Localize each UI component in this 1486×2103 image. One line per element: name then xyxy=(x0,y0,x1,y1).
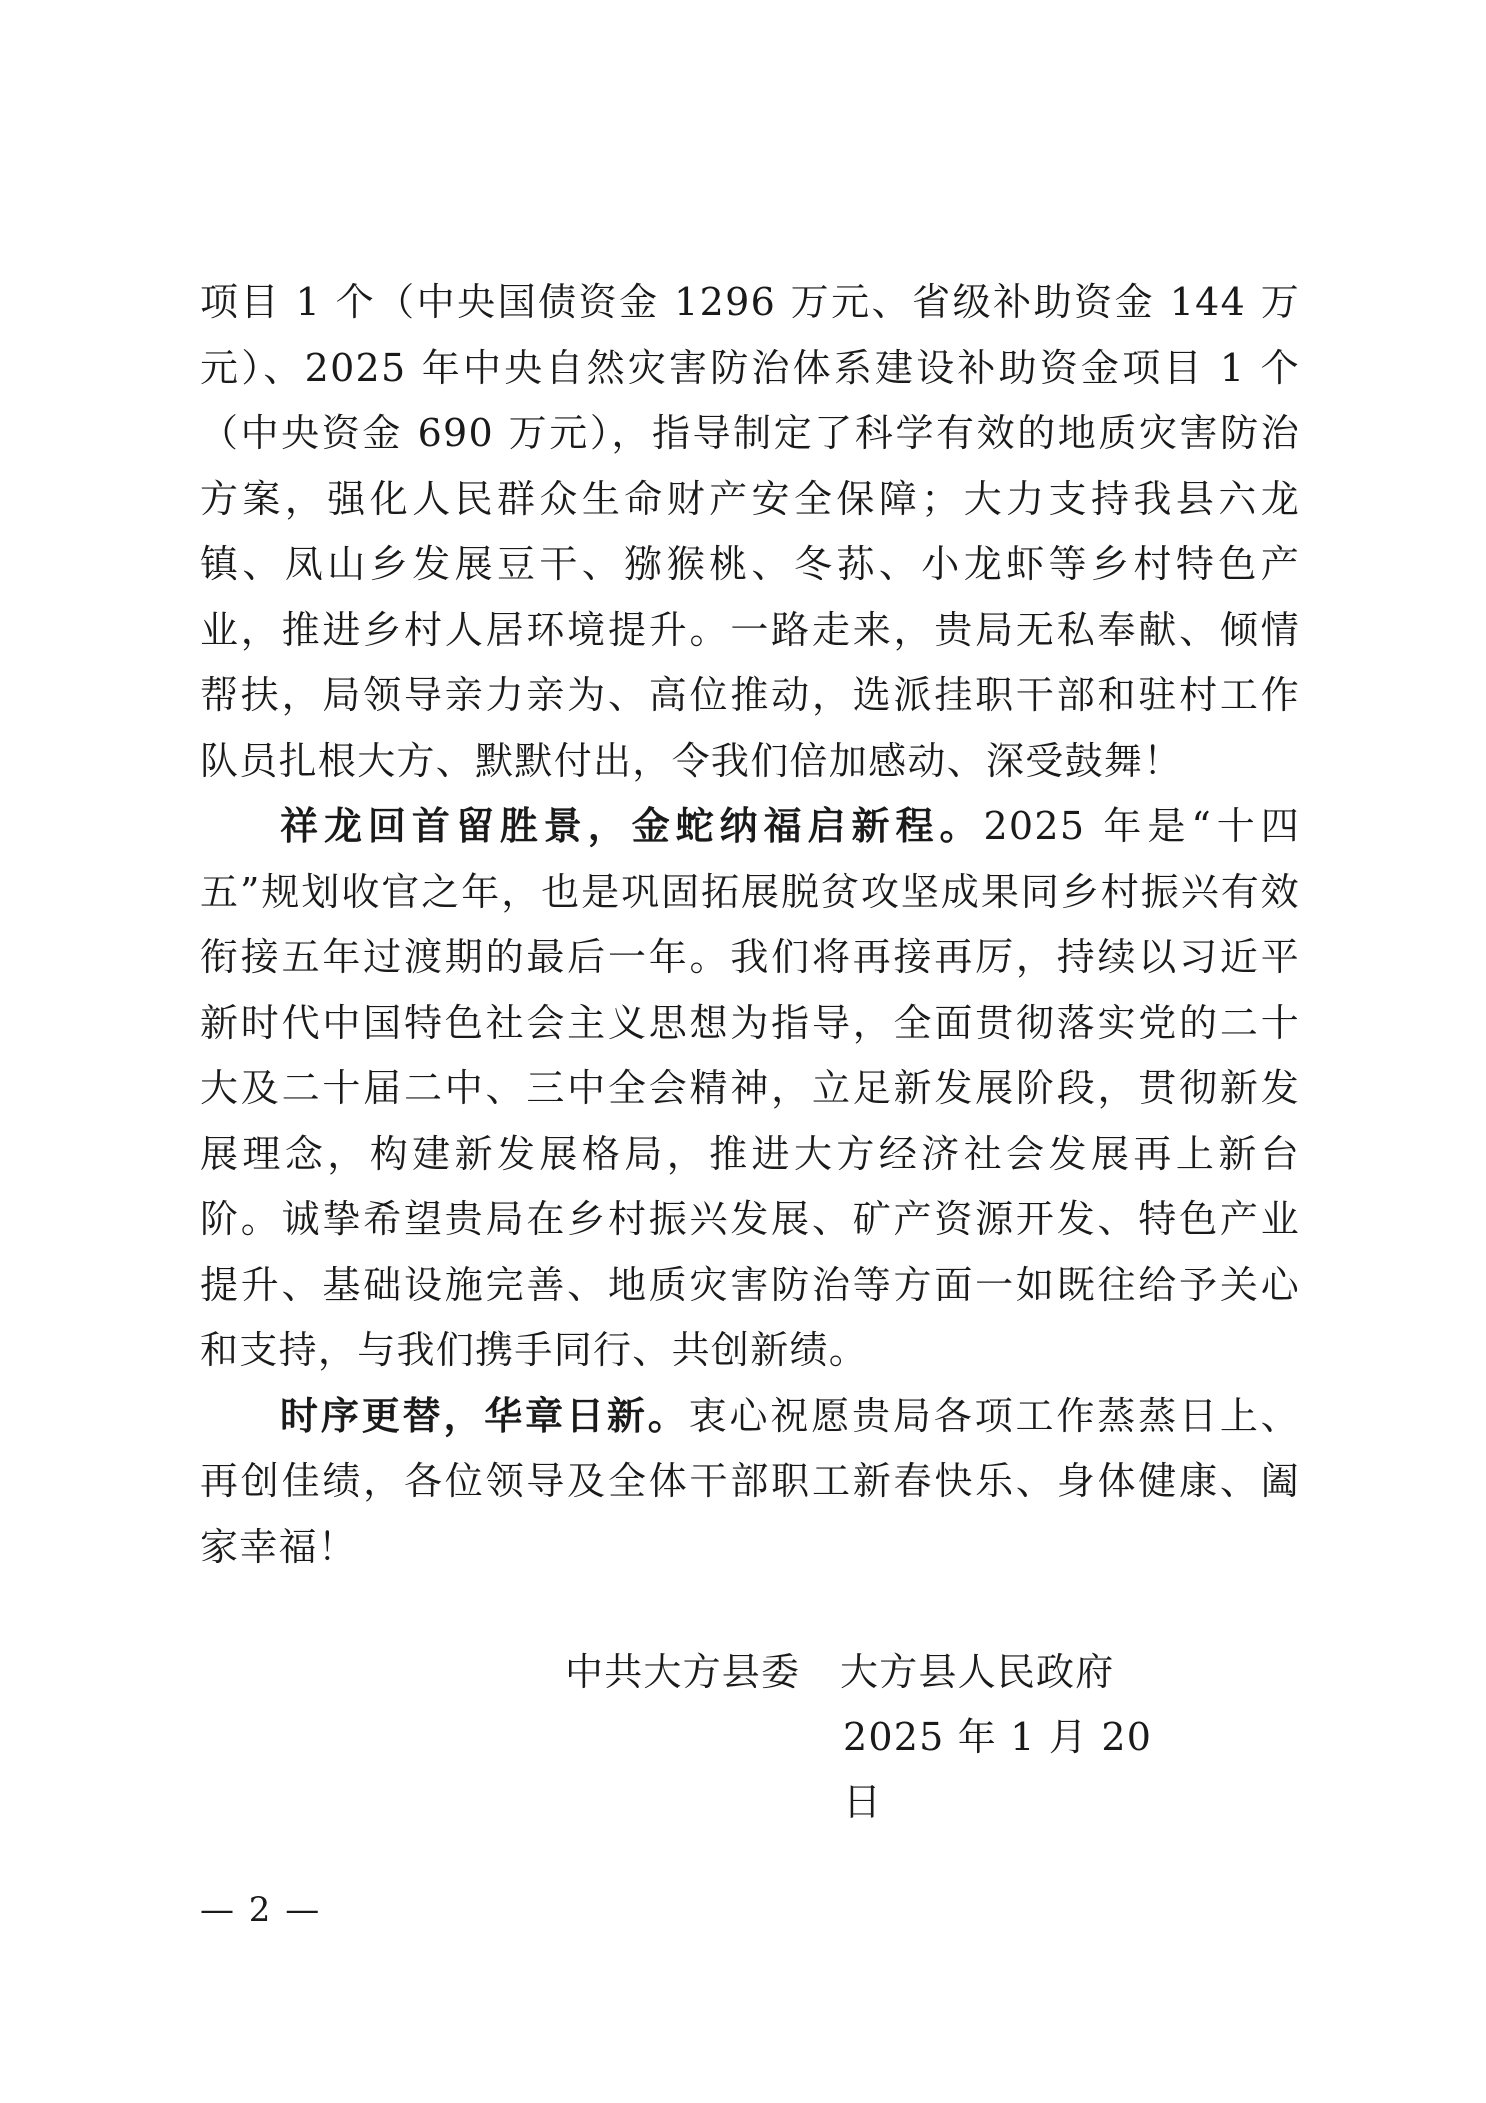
paragraph-1 xyxy=(200,270,1300,794)
paragraph-3-lead: 时序更替，华章日新。 xyxy=(280,1393,689,1438)
letter-body xyxy=(200,270,1300,1580)
signature-date: 2025 年 1 月 20 日 xyxy=(843,1715,1153,1824)
paragraph-2-text: 2025 年是“十四五”规划收官之年，也是巩固拓展脱贫攻坚成果同乡村振兴有效衔接五年过渡期的最后一年。我们将再接再厉，持续以习近平新时代中国特色社会主义思想为指导，全面贯彻落实党的二十大及二十届二中、三中全会精神，立足新发展阶段，贯彻新发展理念，构建新发展格局，推进大方经济社会发展再上新台阶。诚挚希望贵局在乡村振兴发展、矿产资源开发、特色产业提升、基础设施完善、地质灾害防治等方面一如既往给予关心和支持，与我们携手同行、共创新绩。 xyxy=(200,804,1300,1372)
paragraph-1-text: 项目 1 个（中央国债资金 1296 万元、省级补助资金 144 万元）、2025 年中央自然灾害防治体系建设补助资金项目 1 个（中央资金 690 万元），指导制定了科学有效的地质灾害防治方案，强化人民群众生命财产安全保障；大力支持我县六龙镇、凤山乡发展豆干、猕猴桃、冬荪、小龙虾等乡村特色产业，推进乡村人居环境提升。一路走来，贵局无私奉献、倾情帮扶，局领导亲力亲为、高位推动，选派挂职干部和驻村工作队员扎根大方、默默付出，令我们倍加感动、深受鼓舞！ xyxy=(200,280,1300,783)
page-number: — 2 — xyxy=(200,1890,322,1930)
paragraph-3 xyxy=(200,1384,1300,1581)
signature-block xyxy=(565,1640,1165,1835)
paragraph-2 xyxy=(200,794,1300,1384)
signature-organizations: 中共大方县委 大方县人民政府 xyxy=(565,1650,1115,1694)
paragraph-3-text: 衷心祝愿贵局各项工作蒸蒸日上、再创佳绩，各位领导及全体干部职工新春快乐、身体健康、阖家幸福！ xyxy=(200,1393,1300,1569)
paragraph-2-lead: 祥龙回首留胜景，金蛇纳福启新程。 xyxy=(280,804,984,848)
